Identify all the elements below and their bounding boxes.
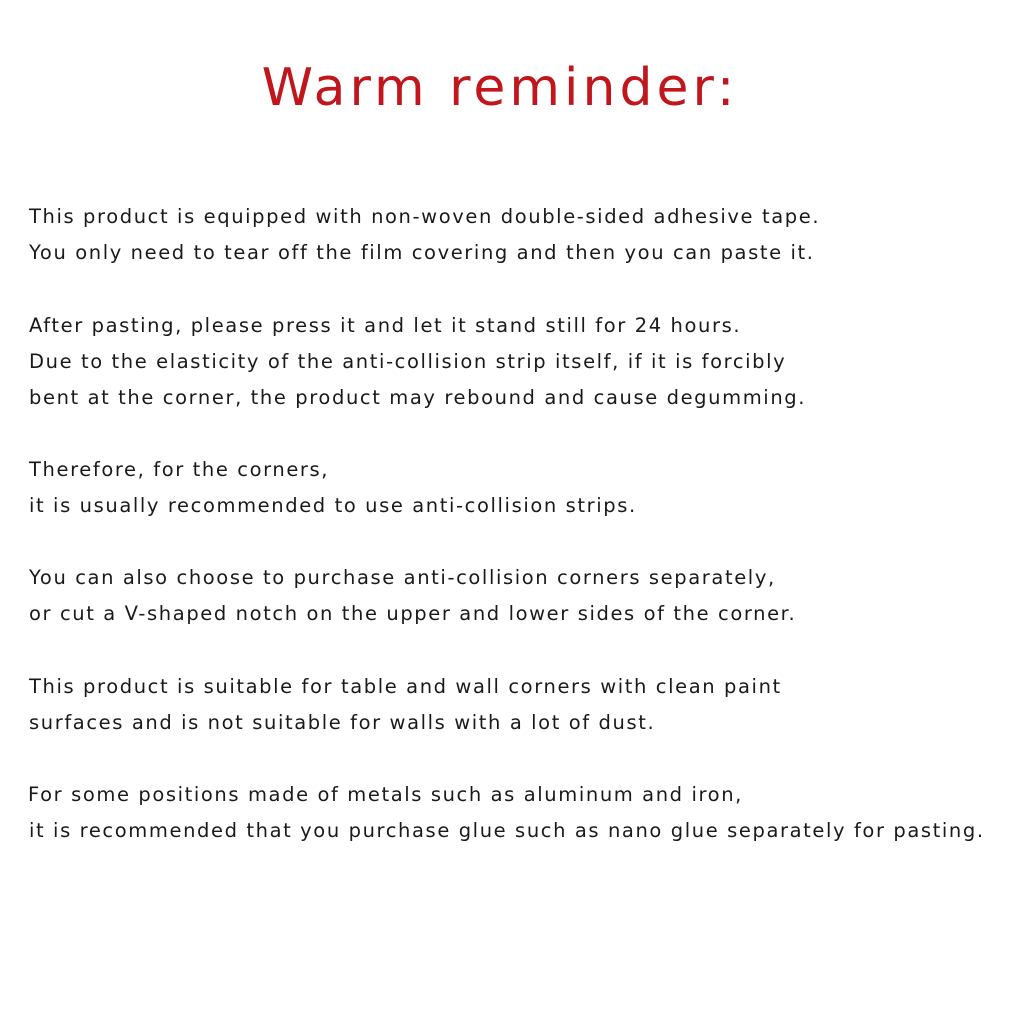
text-line: or cut a V-shaped notch on the upper and lower sides of the corner. [29,602,797,625]
text-line: This product is equipped with non-woven double-sided adhesive tape. [29,205,821,228]
text-line: Therefore, for the corners, [29,458,330,481]
text-line: After pasting, please press it and let it stand still for 24 hours. [29,314,742,337]
page-title: Warm reminder: [261,58,739,118]
text-line: it is usually recommended to use anti-collision strips. [29,494,637,517]
text-line: Due to the elasticity of the anti-collision strip itself, if it is forcibly [29,350,787,373]
text-line: bent at the corner, the product may rebound and cause degumming. [29,386,807,409]
text-line: For some positions made of metals such as aluminum and iron, [28,783,743,806]
text-line: This product is suitable for table and wall corners with clean paint [29,675,782,698]
text-line: You only need to tear off the film covering and then you can paste it. [29,241,815,264]
text-line: You can also choose to purchase anti-collision corners separately, [29,566,776,589]
text-line: it is recommended that you purchase glue such as nano glue separately for pasting. [29,819,985,842]
text-line: surfaces and is not suitable for walls with a lot of dust. [29,711,656,734]
